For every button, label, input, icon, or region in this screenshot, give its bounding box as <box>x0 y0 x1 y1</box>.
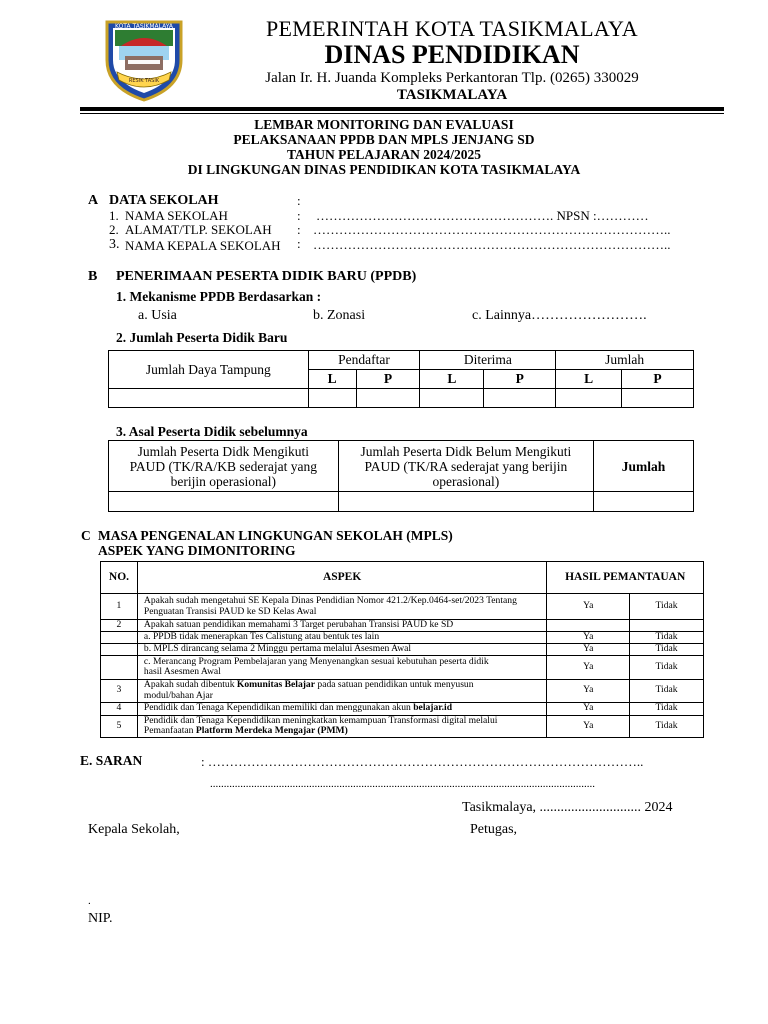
row-number: 4 <box>101 702 138 715</box>
total-header: Jumlah <box>556 351 694 370</box>
school-address-colon: : <box>297 222 301 237</box>
without-paud-header: Jumlah Peserta Didk Belum Mengikuti PAUD (TK/RA sederajat yang berijin operasional) <box>338 441 594 492</box>
ppdb-mechanism-label: 1. Mekanisme PPDB Berdasarkan : <box>116 289 322 304</box>
principal-nip: NIP. <box>88 911 113 926</box>
answer-yes[interactable]: Ya <box>547 715 630 737</box>
place-date: Tasikmalaya, ............................. 2024 <box>462 800 673 815</box>
section-a-colon: : <box>297 193 301 208</box>
answer-no[interactable]: Tidak <box>630 702 704 715</box>
answer-yes[interactable]: Ya <box>547 679 630 702</box>
table-row <box>101 643 704 655</box>
new-students-count-label: 2. Jumlah Peserta Didik Baru <box>116 330 288 345</box>
svg-text:KOTA TASIKMALAYA: KOTA TASIKMALAYA <box>114 23 174 30</box>
previous-school-label: 3. Asal Peserta Didik sebelumnya <box>116 424 308 439</box>
answer-yes[interactable]: Ya <box>547 702 630 715</box>
row-number: 3 <box>101 679 138 702</box>
header-rule-thin <box>80 113 724 114</box>
school-address-field[interactable]: ……………………………………………………………………….. <box>313 222 671 237</box>
school-name-colon: : <box>297 208 301 223</box>
table-row <box>101 594 704 620</box>
header-agency-name: DINAS PENDIDIKAN <box>324 40 580 69</box>
school-address-number: 2. <box>109 222 119 237</box>
header-city: TASIKMALAYA <box>396 87 508 103</box>
principal-signature-title: Kepala Sekolah, <box>88 822 180 837</box>
capacity-header: Jumlah Daya Tampung <box>109 351 309 389</box>
section-a-letter: A <box>88 193 99 208</box>
header-government-name: PEMERINTAH KOTA TASIKMALAYA <box>266 16 638 41</box>
answer-no[interactable]: Tidak <box>630 655 704 679</box>
option-lainnya[interactable]: c. Lainnya……………………. <box>472 308 647 323</box>
table-row <box>101 631 704 643</box>
header-rule-thick <box>80 107 724 111</box>
capacity-cell[interactable] <box>109 389 309 408</box>
suggestion-line-1[interactable]: : ……………………………………………………………………………………….. <box>201 754 644 769</box>
school-name-field[interactable]: ………………………………………………. NPSN :………… <box>316 208 649 223</box>
answer-yes[interactable] <box>547 620 630 632</box>
row-aspect: Apakah sudah dibentuk Komunitas Belajar pada satuan pendidikan untuk menyusun modul/bahan Ajar <box>137 679 546 702</box>
section-a-heading: DATA SEKOLAH <box>109 193 219 208</box>
col-header-aspect: ASPEK <box>137 562 546 594</box>
mpls-monitoring-table <box>100 561 704 738</box>
section-c-heading: MASA PENGENALAN LINGKUNGAN SEKOLAH (MPLS) <box>98 528 453 543</box>
answer-yes[interactable]: Ya <box>547 655 630 679</box>
option-zonasi[interactable]: b. Zonasi <box>313 308 366 323</box>
answer-no[interactable]: Tidak <box>630 715 704 737</box>
with-paud-header: Jumlah Peserta Didk Mengikuti PAUD (TK/RA/KB sederajat yang berijin operasional) <box>109 441 339 492</box>
col-header-no: NO. <box>101 562 138 594</box>
sub-header-p: P <box>622 370 694 389</box>
sub-header-l: L <box>308 370 356 389</box>
applicants-header: Pendaftar <box>308 351 420 370</box>
row-number: 5 <box>101 715 138 737</box>
principal-name-number: 3. <box>109 237 120 252</box>
without-paud-cell[interactable] <box>338 492 594 512</box>
row-number: 2 <box>101 620 138 632</box>
previous-school-table <box>108 440 694 512</box>
total-p-cell[interactable] <box>622 389 694 408</box>
table-row <box>101 620 704 632</box>
sub-header-p: P <box>356 370 420 389</box>
answer-no[interactable]: Tidak <box>630 631 704 643</box>
section-b-letter: B <box>88 269 98 284</box>
principal-name-label: NAMA KEPALA SEKOLAH <box>125 238 281 253</box>
total-header: Jumlah <box>594 441 694 492</box>
row-aspect: Pendidik dan Tenaga Kependidikan meningkatkan kemampuan Transformasi digital melalui Pemanfaatan Platform Merdeka Mengajar (PMM) <box>137 715 546 737</box>
principal-name-colon: : <box>297 236 301 251</box>
section-c-subheading: ASPEK YANG DIMONITORING <box>98 543 296 558</box>
ppdb-count-table <box>108 350 694 408</box>
section-c-letter: C <box>81 528 91 543</box>
total-cell[interactable] <box>594 492 694 512</box>
svg-text:RESIK TASIK: RESIK TASIK <box>128 78 160 84</box>
sub-header-l: L <box>556 370 622 389</box>
row-number <box>101 631 138 643</box>
answer-no[interactable]: Tidak <box>630 679 704 702</box>
officer-signature-title: Petugas, <box>470 822 518 837</box>
doc-title-line-1: LEMBAR MONITORING DAN EVALUASI <box>254 117 514 132</box>
table-row <box>101 679 704 702</box>
section-b-heading: PENERIMAAN PESERTA DIDIK BARU (PPDB) <box>116 269 417 284</box>
answer-no[interactable] <box>630 620 704 632</box>
answer-yes[interactable]: Ya <box>547 594 630 620</box>
row-number <box>101 643 138 655</box>
doc-title-line-3: TAHUN PELAJARAN 2024/2025 <box>286 147 481 162</box>
answer-yes[interactable]: Ya <box>547 643 630 655</box>
header-address: Jalan Ir. H. Juanda Kompleks Perkantoran Tlp. (0265) 330029 <box>265 70 639 86</box>
applicants-l-cell[interactable] <box>308 389 356 408</box>
row-aspect: Apakah satuan pendidikan memahami 3 Target perubahan Transisi PAUD ke SD <box>137 620 546 632</box>
row-aspect: a. PPDB tidak menerapkan Tes Calistung atau bentuk tes lain <box>137 631 546 643</box>
row-number <box>101 655 138 679</box>
row-aspect: Apakah sudah mengetahui SE Kepala Dinas Pendidian Nomor 421.2/Kep.0464-set/2023 Tentang Penguatan Transisi PAUD ke SD Kelas Awal <box>137 594 546 620</box>
row-aspect: Pendidik dan Tenaga Kependidikan memiliki dan menggunakan akun belajar.id <box>137 702 546 715</box>
table-row <box>101 655 704 679</box>
school-name-label: NAMA SEKOLAH <box>125 208 228 223</box>
suggestion-line-2[interactable]: ............................................................................................................................................ <box>210 778 595 790</box>
doc-title-line-2: PELAKSANAAN PPDB DAN MPLS JENJANG SD <box>233 132 535 147</box>
row-number: 1 <box>101 594 138 620</box>
table-row <box>101 702 704 715</box>
row-aspect: c. Merancang Program Pembelajaran yang Menyenangkan sesuai kebutuhan peserta didik hasil Asesmen Awal <box>137 655 546 679</box>
sub-header-l: L <box>420 370 484 389</box>
answer-no[interactable]: Tidak <box>630 594 704 620</box>
accepted-l-cell[interactable] <box>420 389 484 408</box>
sub-header-p: P <box>484 370 556 389</box>
applicants-p-cell[interactable] <box>356 389 420 408</box>
doc-title-line-4: DI LINGKUNGAN DINAS PENDIDIKAN KOTA TASIKMALAYA <box>187 162 581 177</box>
total-l-cell[interactable] <box>556 389 622 408</box>
school-address-label: ALAMAT/TLP. SEKOLAH <box>125 222 272 237</box>
answer-no[interactable]: Tidak <box>630 643 704 655</box>
with-paud-cell[interactable] <box>109 492 339 512</box>
accepted-p-cell[interactable] <box>484 389 556 408</box>
option-usia[interactable]: a. Usia <box>138 308 177 323</box>
signature-dot: . <box>88 895 91 907</box>
section-e-heading: E. SARAN <box>80 753 143 768</box>
accepted-header: Diterima <box>420 351 556 370</box>
answer-yes[interactable]: Ya <box>547 631 630 643</box>
school-name-number: 1. <box>109 208 119 223</box>
principal-name-field[interactable]: ……………………………………………………………………….. <box>313 237 671 252</box>
row-aspect: b. MPLS dirancang selama 2 Minggu pertama melalui Asesmen Awal <box>137 643 546 655</box>
col-header-result: HASIL PEMANTAUAN <box>547 562 704 594</box>
table-row <box>101 715 704 737</box>
